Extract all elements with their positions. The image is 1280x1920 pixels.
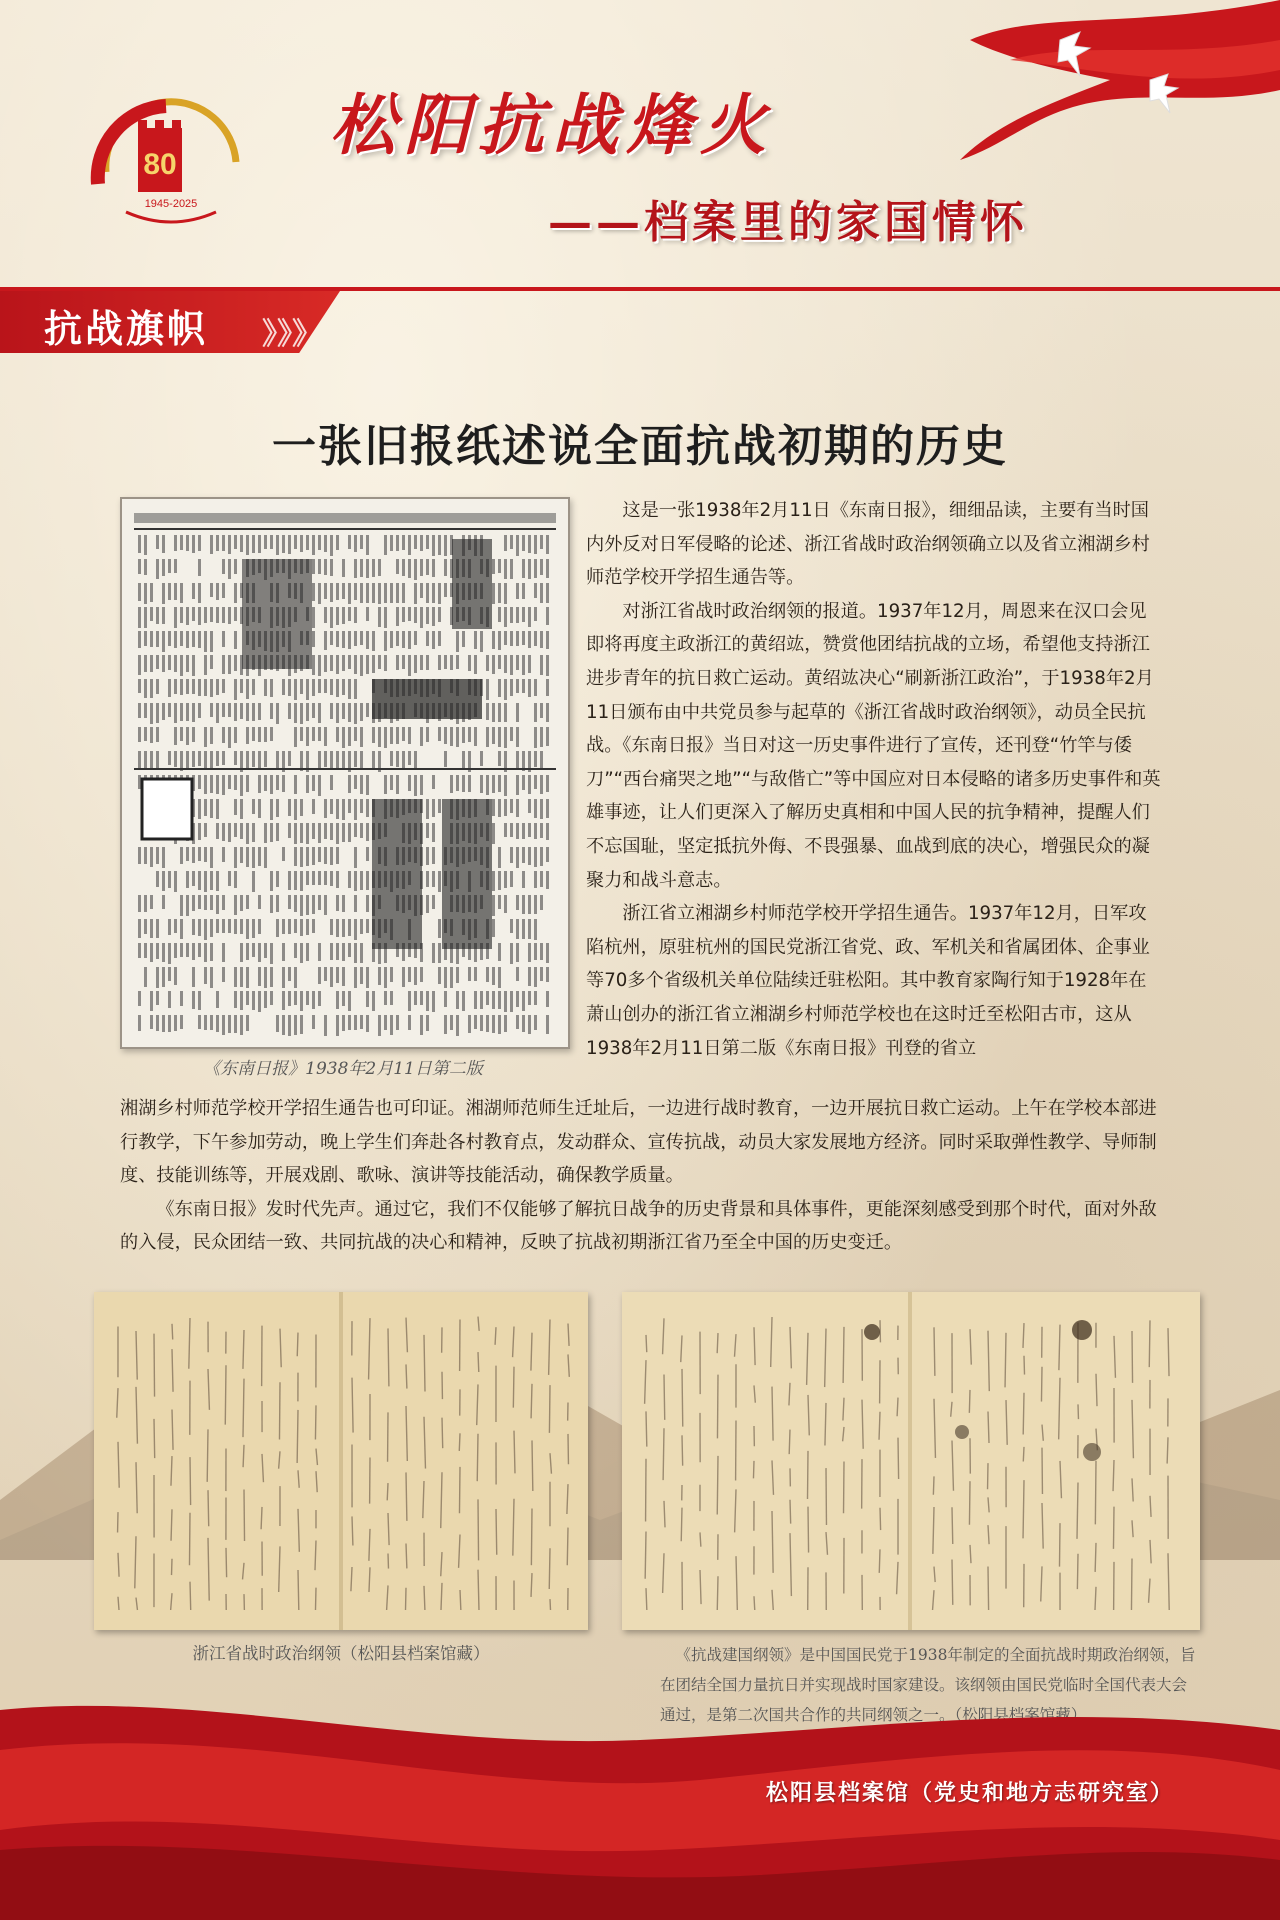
article-body-column (586, 494, 1162, 1065)
article-paragraph: 浙江省立湘湖乡村师范学校开学招生通告。1937年12月，日军攻陷杭州，原驻杭州的国民党浙江省党、政、军机关和省属团体、企事业等70多个省级机关单位陆续迁驻松阳。其中教育家陶行知于1928年在萧山创办的浙江省立湘湖乡村师范学校也在这时迁至松阳古市，这从1938年2月11日第二版《东南日报》刊登的省立 (586, 903, 1150, 1059)
article-paragraph: 这是一张1938年2月11日《东南日报》，细细品读，主要有当时国内外反对日军侵略的论述、浙江省战时政治纲领确立以及省立湘湖乡村师范学校开学招生通告等。 (586, 500, 1150, 589)
section-divider (0, 287, 1280, 291)
newspaper-caption: 《东南日报》1938年2月11日第二版 (203, 1059, 483, 1079)
article-paragraph: 《东南日报》发时代先声。通过它，我们不仅能够了解抗日战争的历史背景和具体事件，更能深刻感受到那个时代，面对外敌的入侵，民众团结一致、共同抗战的决心和精神，反映了抗战初期浙江省乃至全中国的历史变迁。 (120, 1198, 1157, 1254)
section-label: 抗战旗帜 (44, 306, 209, 351)
red-ribbon-decoration (950, 0, 1280, 170)
svg-text:1945-2025: 1945-2025 (144, 198, 198, 210)
chevron-right-icon: 》》》 (262, 317, 322, 352)
article-paragraph: 湘湖乡村师范学校开学招生通告也可印证。湘湖师范师生迁址后，一边进行战时教育，一边开展抗日救亡运动。上午在学校本部进行教学，下午参加劳动，晚上学生们奔赴各村教育点，发动群众、宣传抗战，动员大家发展地方经济。同时采取弹性教学、导师制度、技能训练等，开展戏剧、歌咏、演讲等技能活动，确保教学质量。 (120, 1098, 1157, 1187)
archive-document-image (94, 1292, 588, 1630)
poster-title: 松阳抗战烽火 (330, 86, 774, 164)
article-paragraph: 对浙江省战时政治纲领的报道。1937年12月，周恩来在汉口会见即将再度主政浙江的黄绍竑，赞赏他团结抗战的立场，希望他支持浙江进步青年的抗日救亡运动。黄绍竑决心“刷新浙江政治”，于1938年2月11日颁布由中共党员参与起草的《浙江省战时政治纲领》，动员全民抗战。《东南日报》当日对这一历史事件进行了宣传，还刊登“竹竿与倭刀”“西台痛哭之地”“与敌偕亡”等中国应对日本侵略的诸多历史事件和英雄事迹，让人们更深入了解历史真相和中国人民的抗争精神，提醒人们不忘国耻，坚定抵抗外侮、不畏强暴、血战到底的决心，增强民众的凝聚力和战斗意志。 (586, 600, 1161, 891)
footer-organization: 松阳县档案馆（党史和地方志研究室） (766, 1781, 1175, 1806)
anniversary-logo (86, 92, 256, 232)
document-caption: 浙江省战时政治纲领（松阳县档案馆藏） (192, 1644, 490, 1663)
article-headline: 一张旧报纸述说全面抗战初期的历史 (272, 421, 1008, 472)
archive-document-image (622, 1292, 1200, 1630)
article-body-full (120, 1092, 1162, 1260)
svg-text:80: 80 (143, 148, 177, 181)
poster-subtitle: ——档案里的家国情怀 (548, 197, 1028, 248)
newspaper-image (120, 497, 570, 1049)
document-caption: 《抗战建国纲领》是中国国民党于1938年制定的全面抗战时期政治纲领，旨在团结全国力量抗日并实现战时国家建设。该纲领由国民党临时全国代表大会通过，是第二次国共合作的共同纲领之一。（松阳县档案馆藏） (660, 1646, 1196, 1724)
